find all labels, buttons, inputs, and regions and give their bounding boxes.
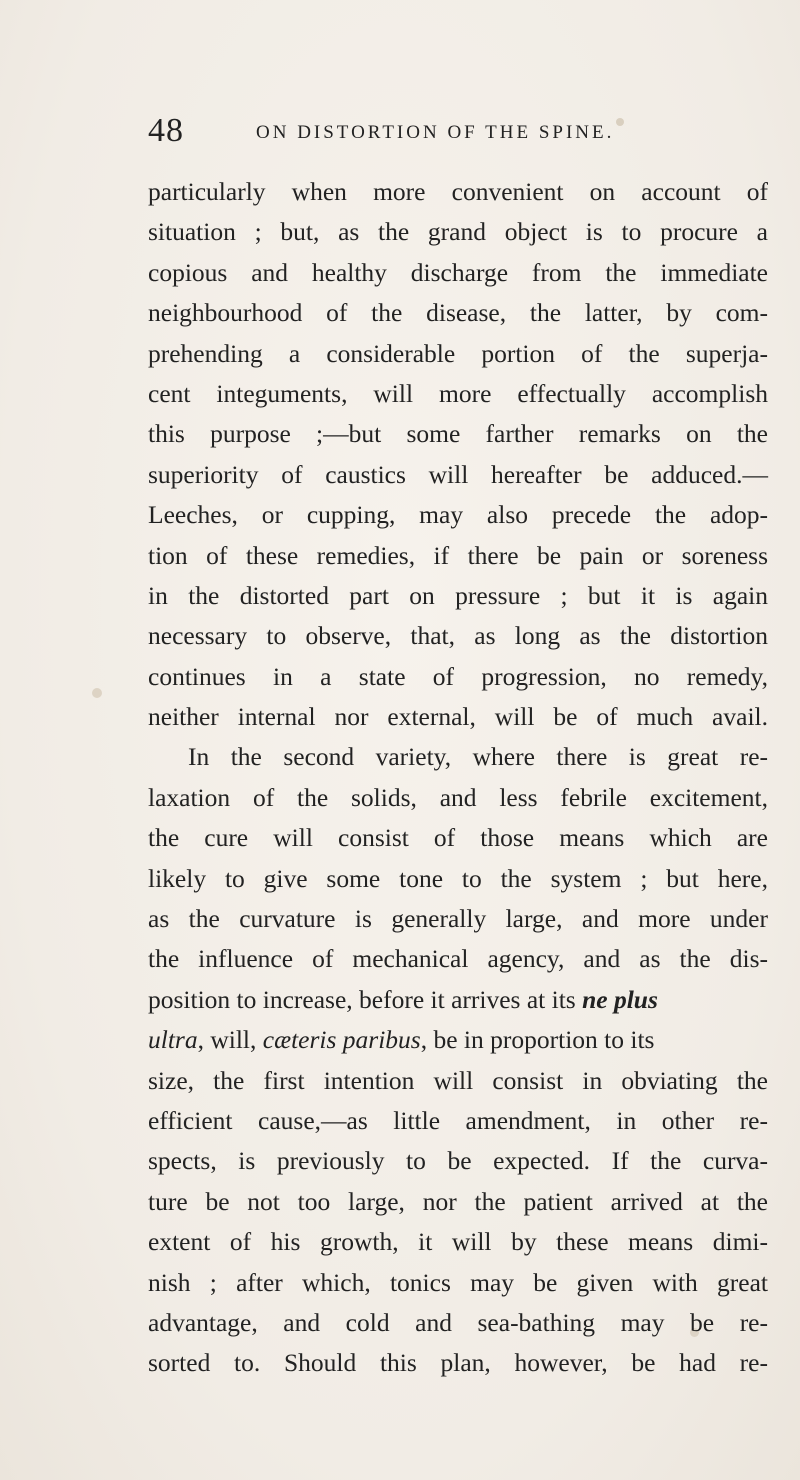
- text-line: extent of his growth, it will by these means dimi-: [148, 1227, 768, 1257]
- text-line: sorted to. Should this plan, however, be had re-: [148, 1348, 768, 1378]
- text-line: cent integuments, will more effectually accomplish: [148, 378, 768, 408]
- page-number: 48: [148, 112, 184, 149]
- text-line: copious and healthy discharge from the immediate: [148, 257, 768, 287]
- text-line: the cure will consist of those means which are: [148, 823, 768, 853]
- text-line: Leeches, or cupping, may also precede the adop-: [148, 500, 768, 530]
- text-line: as the curvature is generally large, and more under: [148, 904, 768, 934]
- text-line-mixed: [148, 980, 768, 1020]
- text-line: tion of these remedies, if there be pain or soreness: [148, 540, 768, 570]
- text-line: ture be not too large, nor the patient arrived at the: [148, 1186, 768, 1216]
- running-head: ON DISTORTION OF THE SPINE.: [256, 122, 615, 143]
- body-text: [148, 172, 768, 1384]
- paragraph-start-line: In the second variety, where there is great re-: [188, 742, 768, 772]
- text-run: , be in proportion to its: [420, 1025, 655, 1055]
- text-line: advantage, and cold and sea-bathing may be re-: [148, 1307, 768, 1337]
- text-line: neighbourhood of the disease, the latter, by com-: [148, 298, 768, 328]
- text-line-mixed: [148, 1020, 768, 1060]
- text-line: nish ; after which, tonics may be given with great: [148, 1267, 768, 1297]
- text-line: efficient cause,—as little amendment, in other re-: [148, 1105, 768, 1135]
- text-line: spects, is previously to be expected. If the curva-: [148, 1146, 768, 1176]
- text-line: continues in a state of progression, no remedy,: [148, 661, 768, 691]
- latin-phrase: ne plus: [582, 984, 658, 1014]
- text-line: situation ; but, as the grand object is to procure a: [148, 217, 768, 247]
- text-run: position to increase, before it arrives at its: [148, 984, 583, 1014]
- latin-phrase: ultra: [148, 1025, 198, 1055]
- text-line: in the distorted part on pressure ; but it is again: [148, 580, 768, 610]
- text-line: superiority of caustics will hereafter be adduced.—: [148, 459, 768, 489]
- text-line: prehending a considerable portion of the superja-: [148, 338, 768, 368]
- text-line: this purpose ;—but some farther remarks on the: [148, 419, 768, 449]
- latin-phrase: cæteris paribus: [262, 1025, 421, 1055]
- text-line: laxation of the solids, and less febrile excitement,: [148, 782, 768, 812]
- foxing-spot: [92, 688, 102, 698]
- text-line: necessary to observe, that, as long as the distortion: [148, 621, 768, 651]
- page-header: [148, 112, 768, 162]
- text-line: the influence of mechanical agency, and as the dis-: [148, 944, 768, 974]
- text-line: particularly when more convenient on account of: [148, 177, 768, 206]
- text-run: , will,: [197, 1025, 263, 1055]
- text-line: likely to give some tone to the system ; but here,: [148, 863, 768, 893]
- text-line: size, the first intention will consist in obviating the: [148, 1065, 768, 1095]
- text-line: neither internal nor external, will be of much avail.: [148, 702, 768, 732]
